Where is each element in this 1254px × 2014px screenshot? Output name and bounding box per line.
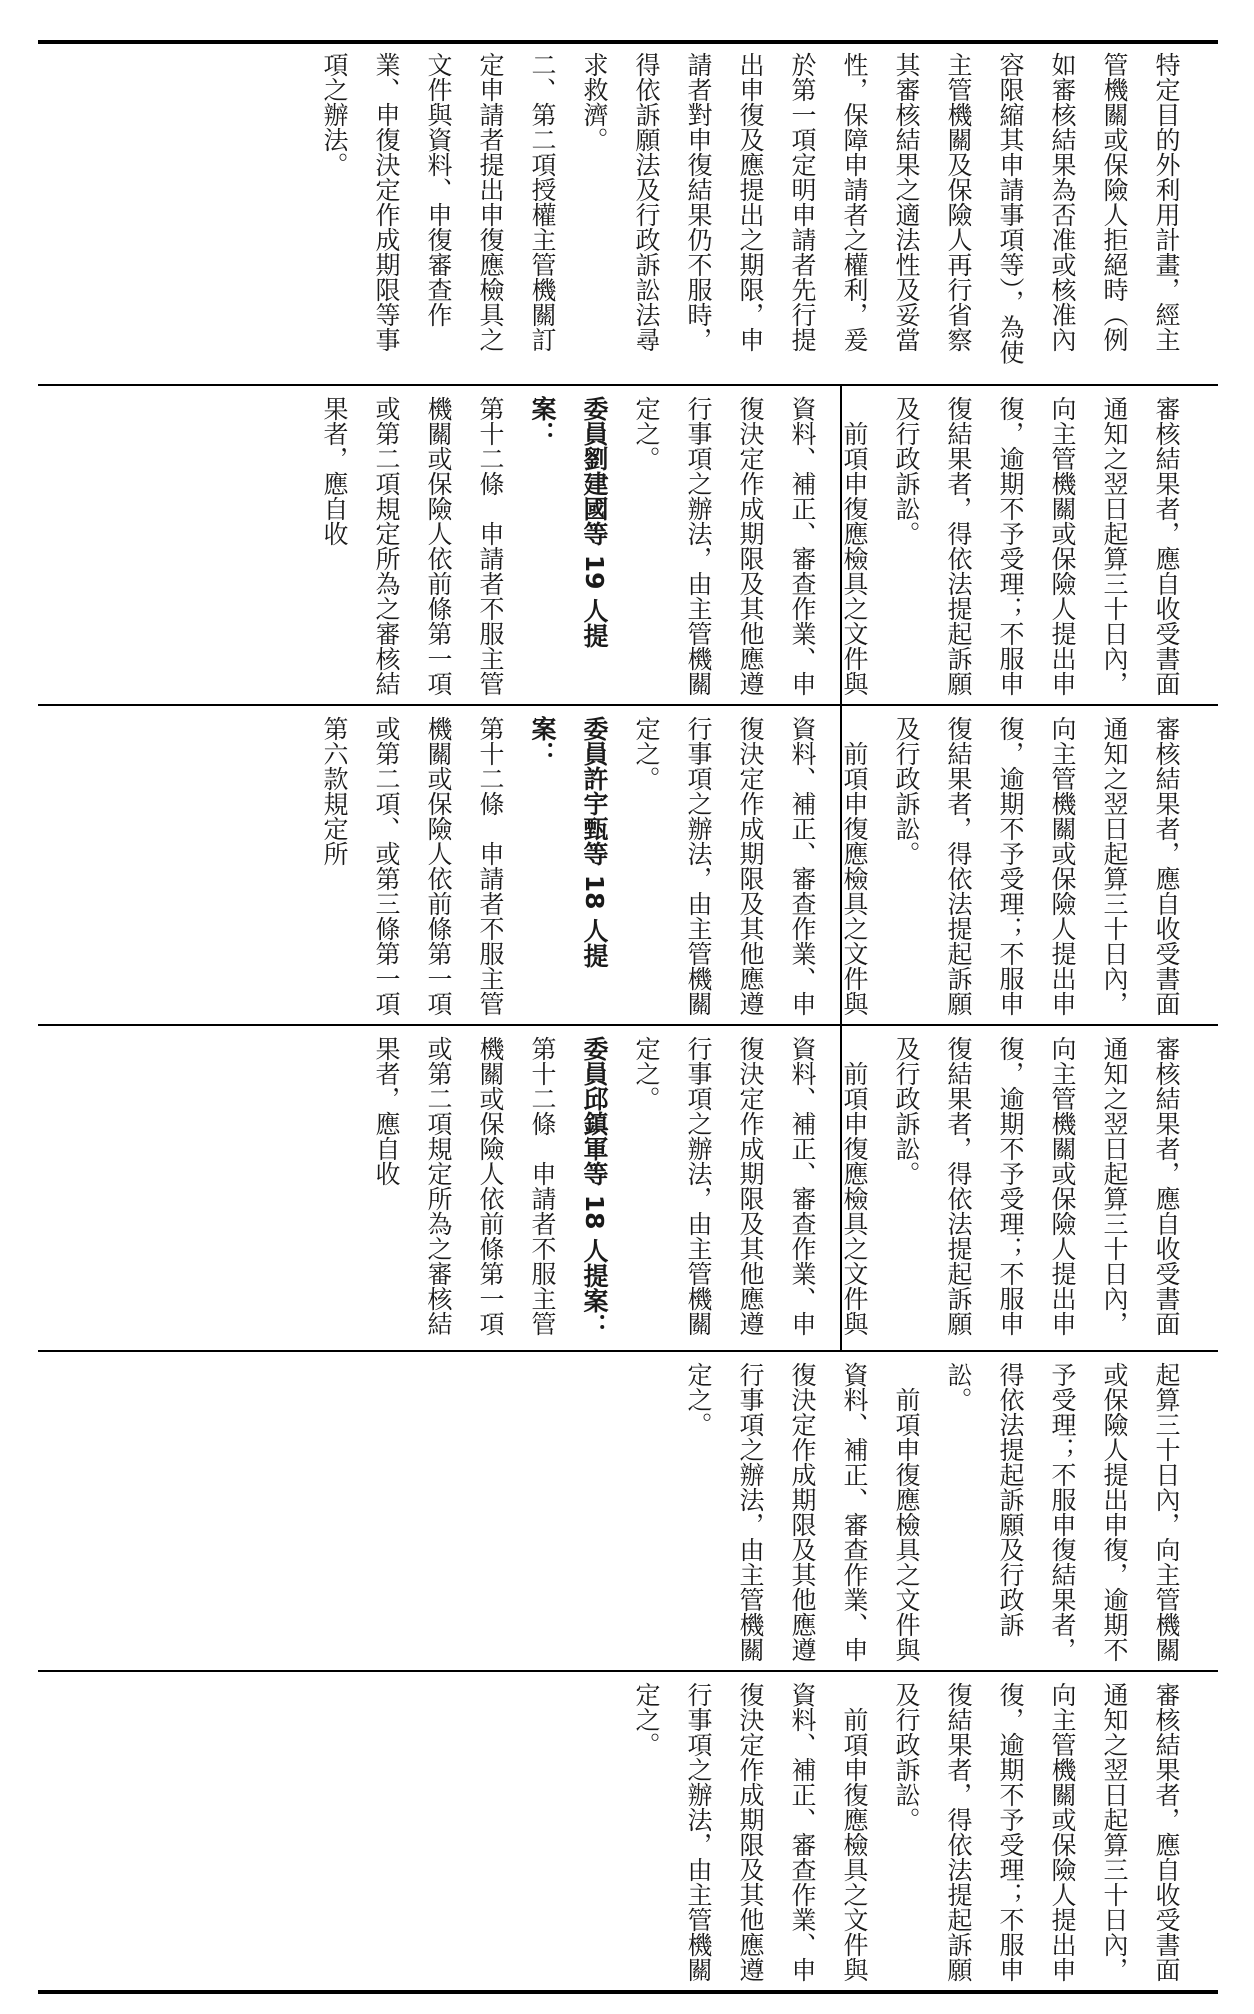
proposal-heading: 委員邱鎮軍等 18 人提案： [580,1036,609,1339]
paragraph: 前項申復應檢具之文件與資料、補正、審查作業、申復決定作成期限及其他應遵行事項之辦法，由主管機關定之。 [684,1362,921,1662]
paragraph: 審核結果者，應自收受書面通知之翌日起算三十日內，向主管機關或保險人提出申復，逾期不予受理；不服申復結果者，得依法提起訴願及行政訴訟。 [892,1682,1181,1982]
text-panel [52,52,1192,374]
paragraph: 起算三十日內，向主管機關或保險人提出申復，逾期不予受理；不服申復結果者，得依法提起訴願及行政訴訟。 [944,1362,1181,1662]
section-divider [38,384,1218,386]
proposal-heading: 委員劉建國等 19 人提案： [528,396,609,649]
paragraph: 審核結果者，應自收受書面通知之翌日起算三十日內，向主管機關或保險人提出申復，逾期不予受理；不服申復結果者，得依法提起訴願及行政訴訟。 [892,396,1181,696]
text-panel [52,396,1192,696]
top-rule [38,40,1218,44]
text-panel [52,1682,1192,1982]
paragraph: 前項申復應檢具之文件與資料、補正、審查作業、申復決定作成期限及其他應遵行事項之辦法，由主管機關定之。 [632,1682,869,1982]
section-divider [38,1024,1218,1026]
bottom-rule [38,1990,1218,1994]
text-panel [52,716,1192,1016]
proposal-heading: 委員許宇甄等 18 人提案： [528,716,609,969]
paragraph: 審核結果者，應自收受書面通知之翌日起算三十日內，向主管機關或保險人提出申復，逾期不予受理；不服申復結果者，得依法提起訴願及行政訴訟。 [892,1036,1181,1336]
text-panel [52,1036,1192,1342]
paragraph: 審核結果者，應自收受書面通知之翌日起算三十日內，向主管機關或保險人提出申復，逾期不予受理；不服申復結果者，得依法提起訴願及行政訴訟。 [892,716,1181,1016]
section-divider [38,704,1218,706]
paragraph: 二、第二項授權主管機關訂定申請者提出申復應檢具之文件與資料、申復審查作業、申復決定作成期限等事項之辦法。 [320,52,557,352]
text-panel [52,1362,1192,1662]
section-divider [38,1670,1218,1672]
paragraph: 前項申復應檢具之文件與資料、補正、審查作業、申復決定作成期限及其他應遵行事項之辦法，由主管機關定之。 [632,396,869,696]
paragraph: 前項申復應檢具之文件與資料、補正、審查作業、申復決定作成期限及其他應遵行事項之辦法，由主管機關定之。 [632,1036,869,1336]
paragraph: 特定目的外利用計畫，經主管機關或保險人拒絕時（例如審核結果為否准或核准內容限縮其申請事項等），為使主管機關及保險人再行省察其審核結果之適法性及妥當性，保障申請者之權利，爰於第一項定明申請者先行提出申復及應提出之期限，申請者對申復結果仍不服時，得依訴願法及行政訴訟法尋求救濟。 [580,52,1181,365]
paragraph: 第十二條 申請者不服主管機關或保險人依前條第一項或第二項規定所為之審核結果者，應自收 [372,1036,557,1336]
section-divider [38,1350,1218,1352]
paragraph: 第十二條 申請者不服主管機關或保險人依前條第一項或第二項、或第三條第一項第六款規定所 [320,716,505,1016]
paragraph: 第十二條 申請者不服主管機關或保險人依前條第一項或第二項規定所為之審核結果者，應自收 [320,396,505,696]
paragraph: 前項申復應檢具之文件與資料、補正、審查作業、申復決定作成期限及其他應遵行事項之辦法，由主管機關定之。 [632,716,869,1016]
